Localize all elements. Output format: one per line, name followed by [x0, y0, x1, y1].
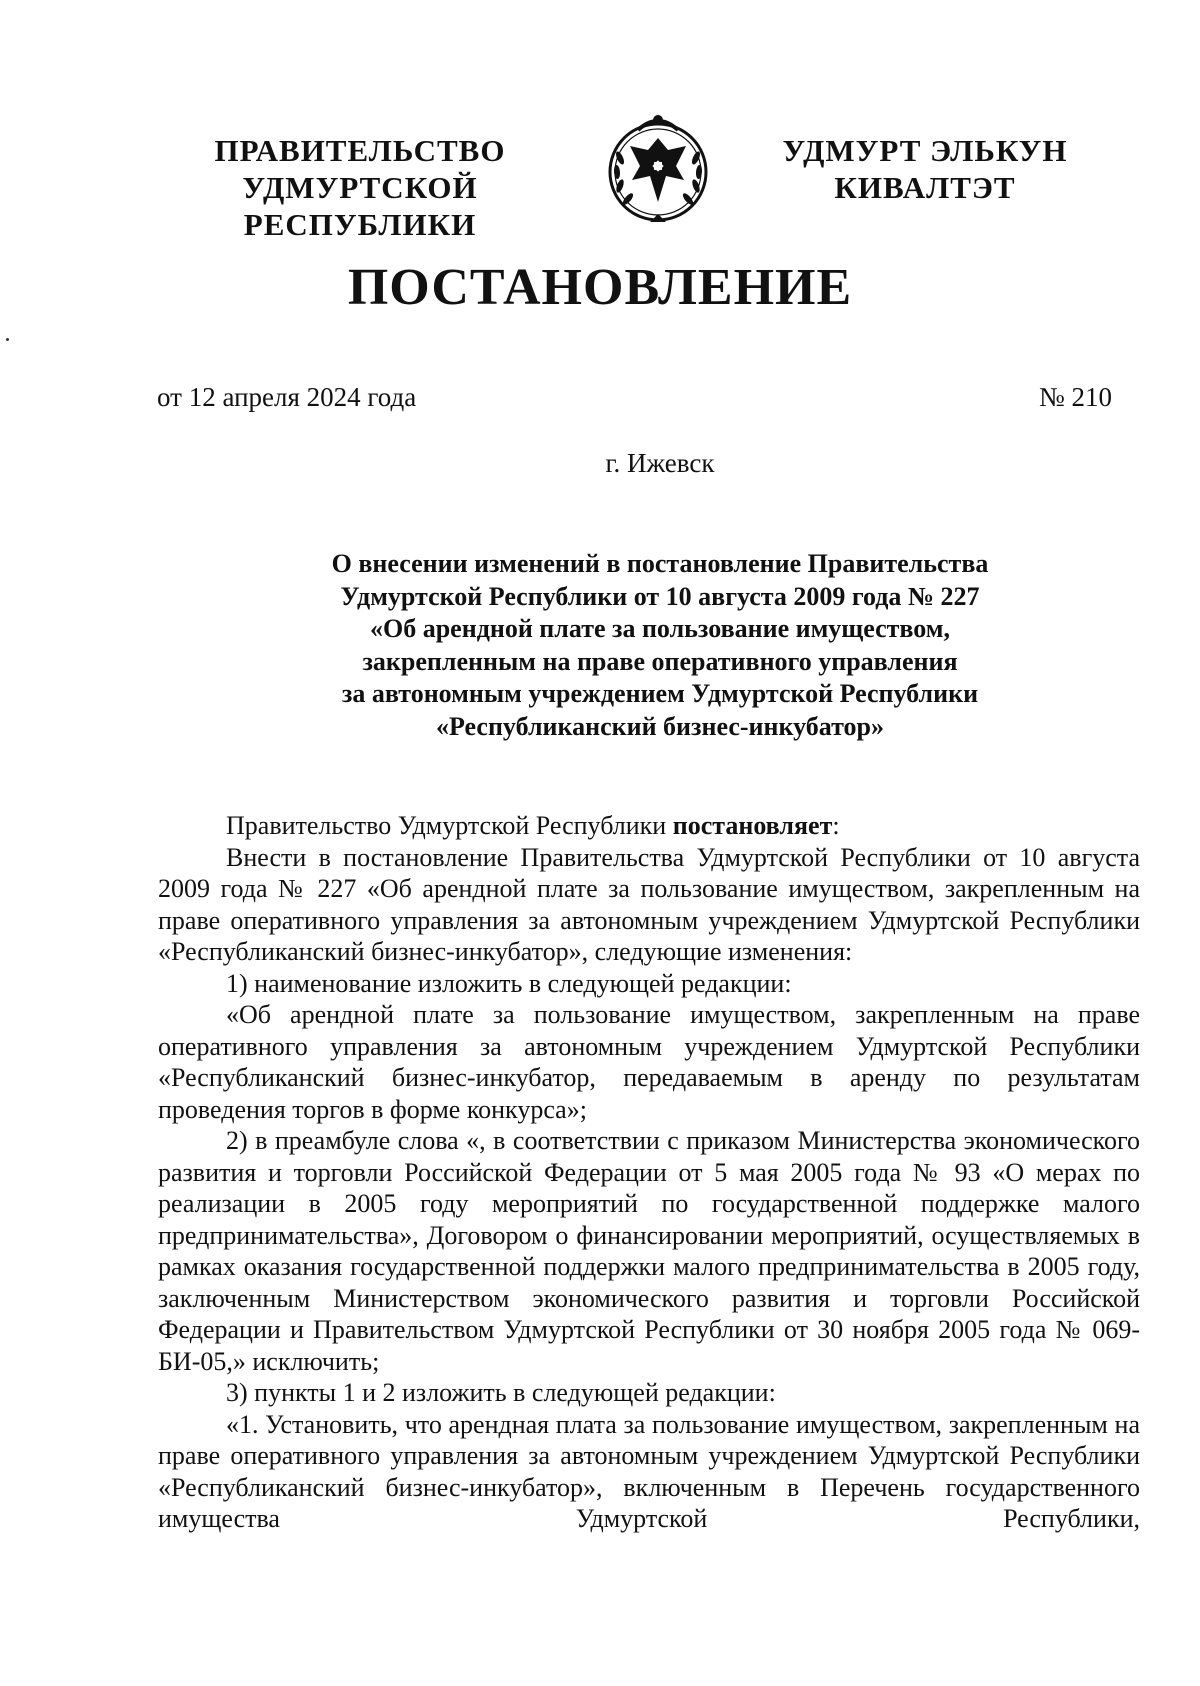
coat-of-arms-icon [604, 110, 712, 228]
title-line: «Республиканский бизнес-инкубатор» [436, 711, 884, 741]
body-paragraph: 1) наименование изложить в следующей редакции: [226, 968, 792, 998]
body-paragraph: 2) в преамбуле слова «, в соответствии с приказом Министерства экономического развития и торговли Российской Федерации от 5 мая 2005 года № 93 «О мерах по реализации в 2005 году мероприятий по государственной поддержке малого предпринимательства», Договором о финансировании мероприятий, осуществляемых в рамках оказания государственной поддержки малого предпринимательства в 2005 году, заключенным Министерством экономического развития и торговли Российской Федерации и Правительством Удмуртской Республики от 30 ноября 2005 года № 069-БИ-05,» исключить; [158, 1126, 1140, 1376]
title-line: О внесении изменений в постановление Правительства [331, 549, 989, 578]
body-paragraph: 3) пункты 1 и 2 изложить в следующей редакции: [226, 1378, 776, 1407]
document-body [158, 810, 1140, 1535]
document-type: ПОСТАНОВЛЕНИЕ [347, 259, 853, 316]
title-line: Удмуртской Республики от 10 августа 2009 года № 227 [340, 581, 980, 611]
preamble-decree-word: постановляет [672, 811, 833, 840]
preamble-paragraph [158, 810, 1140, 842]
title-line: за автономным учреждением Удмуртской Республики [341, 679, 979, 708]
document-city: г. Ижевск [605, 448, 715, 478]
preamble-colon: : [832, 811, 840, 840]
body-paragraph: Внести в постановление Правительства Удмуртской Республики от 10 августа 2009 года № 227 «Об арендной плате за пользование имуществом, закрепленным на праве оперативного управления за автономным учреждением Удмуртской Республики «Республиканский бизнес-инкубатор», следующие изменения: [158, 842, 1140, 966]
government-name-udmurt [760, 132, 1090, 206]
government-name-line-1: ПРАВИТЕЛЬСТВО [214, 133, 506, 168]
scan-mark [6, 338, 9, 341]
title-line: закрепленным на праве оперативного управления [362, 646, 958, 676]
body-paragraph: «1. Установить, что арендная плата за пользование имуществом, закрепленным на праве оперативного управления за автономным учреждением Удмуртской Республики «Республиканский бизнес-инкубатор», включенным в Перечень государственного имущества Удмуртской Республики, [158, 1409, 1140, 1533]
document-title [190, 548, 1130, 743]
body-paragraph: «Об арендной плате за пользование имуществом, закрепленным на праве оперативного управления за автономным учреждением Удмуртской Республики «Республиканский бизнес-инкубатор, передаваемым в аренду по результатам проведения торгов в форме конкурса»; [158, 1000, 1140, 1124]
government-name-line-2: УДМУРТСКОЙ РЕСПУБЛИКИ [242, 170, 478, 242]
document-date: от 12 апреля 2024 года [157, 382, 417, 412]
preamble-text: Правительство Удмуртской Республики [226, 811, 673, 840]
title-line: «Об арендной плате за пользование имуществом, [369, 614, 951, 643]
government-name-russian [140, 132, 580, 243]
government-name-udmurt-line-1: УДМУРТ ЭЛЬКУН [782, 133, 1068, 168]
document-number: № 210 [1038, 382, 1112, 412]
government-name-udmurt-line-2: КИВАЛТЭТ [834, 170, 1016, 205]
